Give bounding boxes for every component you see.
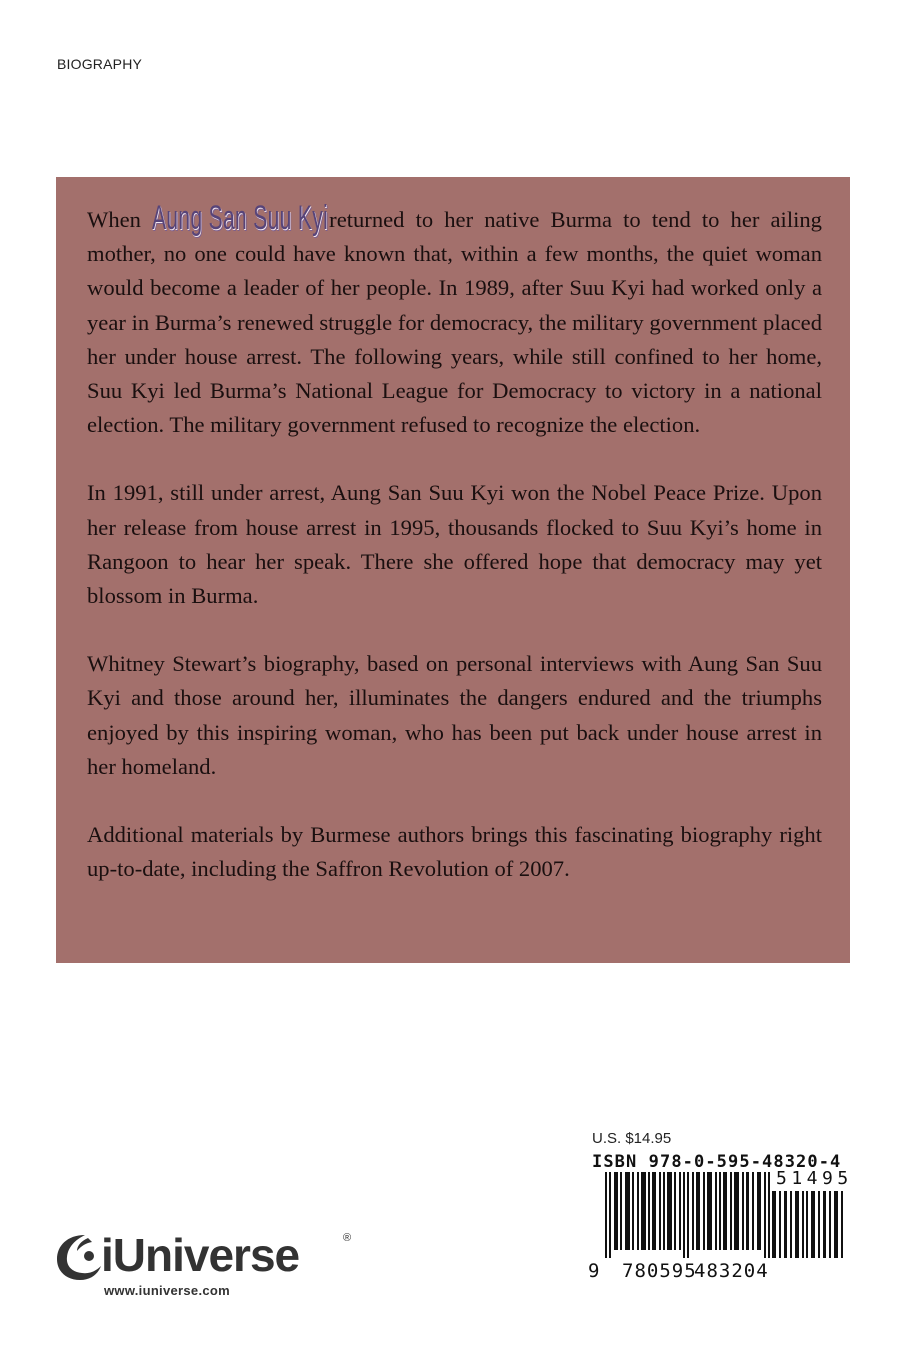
addon-digits: 51495: [776, 1168, 853, 1189]
isbn-label: ISBN 978-0-595-48320-4: [592, 1152, 842, 1172]
paragraph-3: Whitney Stewart’s biography, based on personal interviews with Aung San Suu Kyi and those around her, illuminates the dangers endured and the triumphs enjoyed by this inspiring woman, who has been put back under house arrest in her homeland.: [87, 651, 822, 779]
ean-barcode: [605, 1172, 772, 1258]
publisher-name: iUniverse: [101, 1229, 300, 1281]
description-panel: [56, 177, 850, 963]
publisher-url: www.iuniverse.com: [104, 1283, 230, 1298]
price-label: U.S. $14.95: [592, 1130, 672, 1147]
paragraph-1: [87, 201, 822, 442]
ean-group-2: 483204: [694, 1260, 769, 1282]
registered-mark: ®: [343, 1232, 352, 1244]
paragraph-4: Additional materials by Burmese authors brings this fascinating biography right up-to-date, including the Saffron Revolution of 2007.: [87, 822, 822, 882]
ean-group-1: 780595: [622, 1260, 697, 1282]
paragraph-2: In 1991, still under arrest, Aung San Suu Kyi won the Nobel Peace Prize. Upon her release from house arrest in 1995, thousands flocked to Suu Kyi’s home in Rangoon to hear her speak. There she offered hope that democracy may yet blossom in Burma.: [87, 480, 822, 609]
addon-barcode: [768, 1191, 844, 1258]
paragraph-1-text: returned to her native Burma to tend to her ailing mother, no one could have known that, within a few months, the quiet woman would become a leader of her people. In 1989, after Suu Kyi had worked only a year in Burma’s renewed struggle for democracy, the military government placed her under house arrest. The following years, while still confined to her home, Suu Kyi led Burma’s National League for Democracy to victory in a national election. The military government refused to recognize the election.: [87, 207, 822, 438]
category-label: BIOGRAPHY: [57, 56, 143, 72]
ean-first-digit: 9: [588, 1260, 600, 1282]
paragraph-1-lead: When: [87, 207, 141, 232]
subject-name-title: Aung San Suu Kyi: [152, 199, 329, 237]
iuniverse-swirl-icon: [55, 1232, 103, 1282]
